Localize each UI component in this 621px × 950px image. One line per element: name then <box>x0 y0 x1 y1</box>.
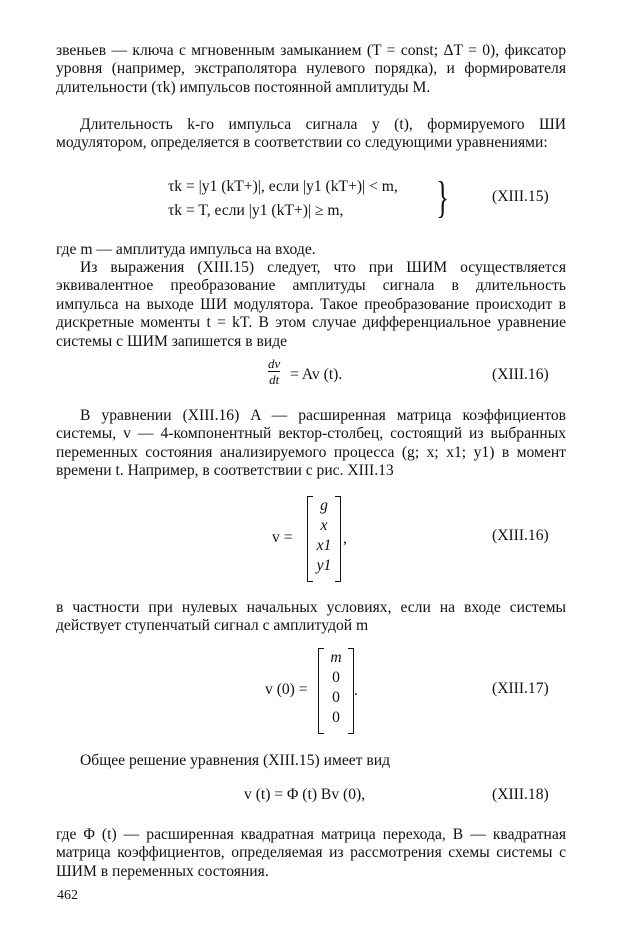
equation-15-brace: } <box>436 173 449 222</box>
vector-v-matrix <box>307 496 341 582</box>
matrix-cell: x1 <box>316 537 332 554</box>
paragraph-transition-matrix: где Φ (t) — расширенная квадратная матрица перехода, B — квадратная матрица коэффициентов, определяемая из рассмотрения схемы системы с ШИМ в переменных состояния. <box>56 826 566 880</box>
derivative-fraction <box>268 357 280 386</box>
vector-v0-period: . <box>354 682 358 699</box>
matrix-cell: 0 <box>332 709 340 726</box>
equation-16b-number: (XIII.16) <box>492 527 549 544</box>
matrix-cell: 0 <box>332 689 340 706</box>
equation-15-line1: τk = |y1 (kT+)|, если |y1 (kT+)| < m, <box>168 178 398 195</box>
paragraph-amplitude: где m — амплитуда импульса на входе. <box>56 241 316 258</box>
fraction-denominator: dt <box>269 372 280 387</box>
page-number: 462 <box>57 888 78 903</box>
vector-v-label: v = <box>272 529 293 546</box>
vector-v0-matrix <box>318 648 354 734</box>
paragraph-matrix-description: В уравнении (XIII.16) A — расширенная матрица коэффициентов системы, v — 4-компонентный вектор-столбец, состоящий из выбранных переменных состояния анализируемого процесса (g; x; x1; y1) в момент времени t. Например, в соответствии с рис. XIII.13 <box>56 407 566 480</box>
paragraph-continuation: звеньев — ключа с мгновенным замыканием (T = const; ΔT = 0), фиксатор уровня (например, экстраполятора нулевого порядка), и формирователя длительности (τk) импульсов постоянной амплитуды M. <box>56 42 566 96</box>
matrix-cell: y1 <box>316 557 332 574</box>
paragraph-initial-conditions: в частности при нулевых начальных условиях, если на входе системы действует ступенчатый сигнал с амплитудой m <box>56 599 566 635</box>
equation-18: v (t) = Φ (t) Bv (0), <box>244 786 366 803</box>
matrix-cell: 0 <box>332 669 340 686</box>
equation-15-line2: τk = T, если |y1 (kT+)| ≥ m, <box>168 202 344 219</box>
paragraph-expression: Из выражения (XIII.15) следует, что при ШИМ осуществляется эквивалентное преобразование амплитуды сигнала в длительность импульса на выходе ШИ модулятора. Такое преобразование происходит в дискретные моменты t = kT. В этом случае дифференциальное уравнение системы с ШИМ запишется в виде <box>56 259 566 350</box>
equation-16a-number: (XIII.16) <box>492 366 549 383</box>
paragraph-pulse-duration: Длительность k-го импульса сигнала y (t), формируемого ШИ модулятором, определяется в соответствии со следующими уравнениями: <box>56 116 566 152</box>
matrix-cell: x <box>320 517 328 534</box>
equation-17-number: (XIII.17) <box>492 680 549 697</box>
equation-15-number: (XIII.15) <box>492 188 549 205</box>
vector-v-comma: , <box>343 530 347 547</box>
equation-18-number: (XIII.18) <box>492 786 549 803</box>
fraction-numerator: dv <box>268 356 281 371</box>
paragraph-general-solution: Общее решение уравнения (XIII.15) имеет вид <box>80 752 391 769</box>
equation-16a-rhs: = Av (t). <box>290 366 343 383</box>
matrix-cell: m <box>330 649 342 666</box>
vector-v0-label: v (0) = <box>265 681 308 698</box>
matrix-cell: g <box>320 497 328 514</box>
